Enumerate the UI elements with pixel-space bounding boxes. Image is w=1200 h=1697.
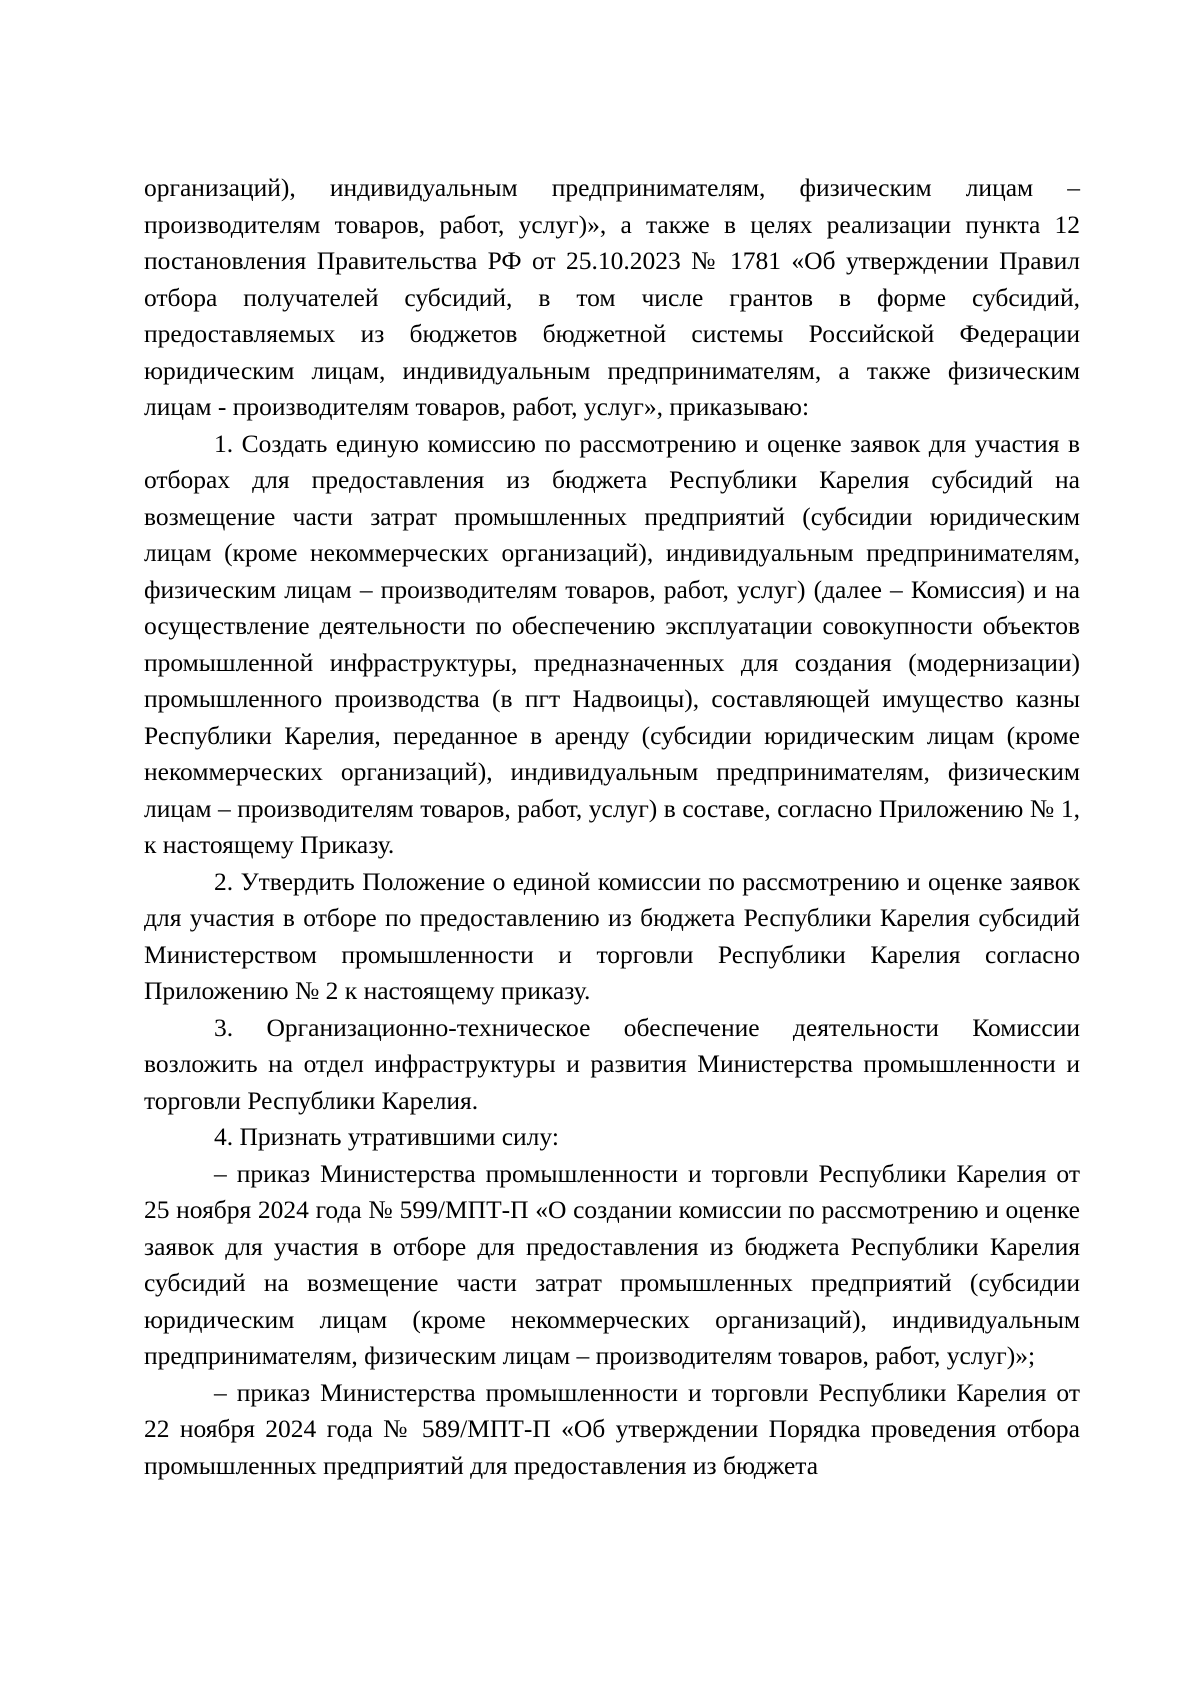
paragraph-item-3: 3. Организационно-техническое обеспечение деятельности Комиссии возложить на отдел инфраструктуры и развития Министерства промышленности и торговли Республики Карелия. — [144, 1012, 1080, 1115]
paragraph-item-2: 2. Утвердить Положение о единой комиссии по рассмотрению и оценке заявок для участия в отборе по предоставлению из бюджета Республики Карелия субсидий Министерством промышленности и торговли Республики Карелия согласно Приложению № 2 к настоящему приказу. — [144, 866, 1080, 1005]
document-body — [144, 170, 1080, 1484]
paragraph-repealed-order-1: – приказ Министерства промышленности и торговли Республики Карелия от 25 ноября 2024 года № 599/МПТ-П «О создании комиссии по рассмотрению и оценке заявок для участия в отборе для предоставления из бюджета Республики Карелия субсидий на возмещение части затрат промышленных предприятий (субсидии юридическим лицам (кроме некоммерческих организаций), индивидуальным предпринимателям, физическим лицам – производителям товаров, работ, услуг)»; — [144, 1158, 1080, 1370]
paragraph-repealed-order-2: – приказ Министерства промышленности и торговли Республики Карелия от 22 ноября 2024 года № 589/МПТ-П «Об утверждении Порядка проведения отбора промышленных предприятий для предоставления из бюджета — [144, 1377, 1080, 1480]
paragraph-item-1: 1. Создать единую комиссию по рассмотрению и оценке заявок для участия в отборах для предоставления из бюджета Республики Карелия субсидий на возмещение части затрат промышленных предприятий (субсидии юридическим лицам (кроме некоммерческих организаций), индивидуальным предпринимателям, физическим лицам – производителям товаров, работ, услуг) (далее – Комиссия) и на осуществление деятельности по обеспечению эксплуатации совокупности объектов промышленной инфраструктуры, предназначенных для создания (модернизации) промышленного производства (в пгт Надвоицы), составляющей имущество казны Республики Карелия, переданное в аренду (субсидии юридическим лицам (кроме некоммерческих организаций), индивидуальным предпринимателям, физическим лицам – производителям товаров, работ, услуг) в составе, согласно Приложению № 1, к настоящему Приказу. — [144, 428, 1080, 859]
paragraph-item-4: 4. Признать утратившими силу: — [214, 1122, 559, 1151]
paragraph-preamble-continuation: организаций), индивидуальным предпринимателям, физическим лицам – производителям товаров, работ, услуг)», а также в целях реализации пункта 12 постановления Правительства РФ от 25.10.2023 № 1781 «Об утверждении Правил отбора получателей субсидий, в том числе грантов в форме субсидий, предоставляемых из бюджетов бюджетной системы Российской Федерации юридическим лицам, индивидуальным предпринимателям, а также физическим лицам - производителям товаров, работ, услуг», приказываю: — [144, 173, 1080, 421]
